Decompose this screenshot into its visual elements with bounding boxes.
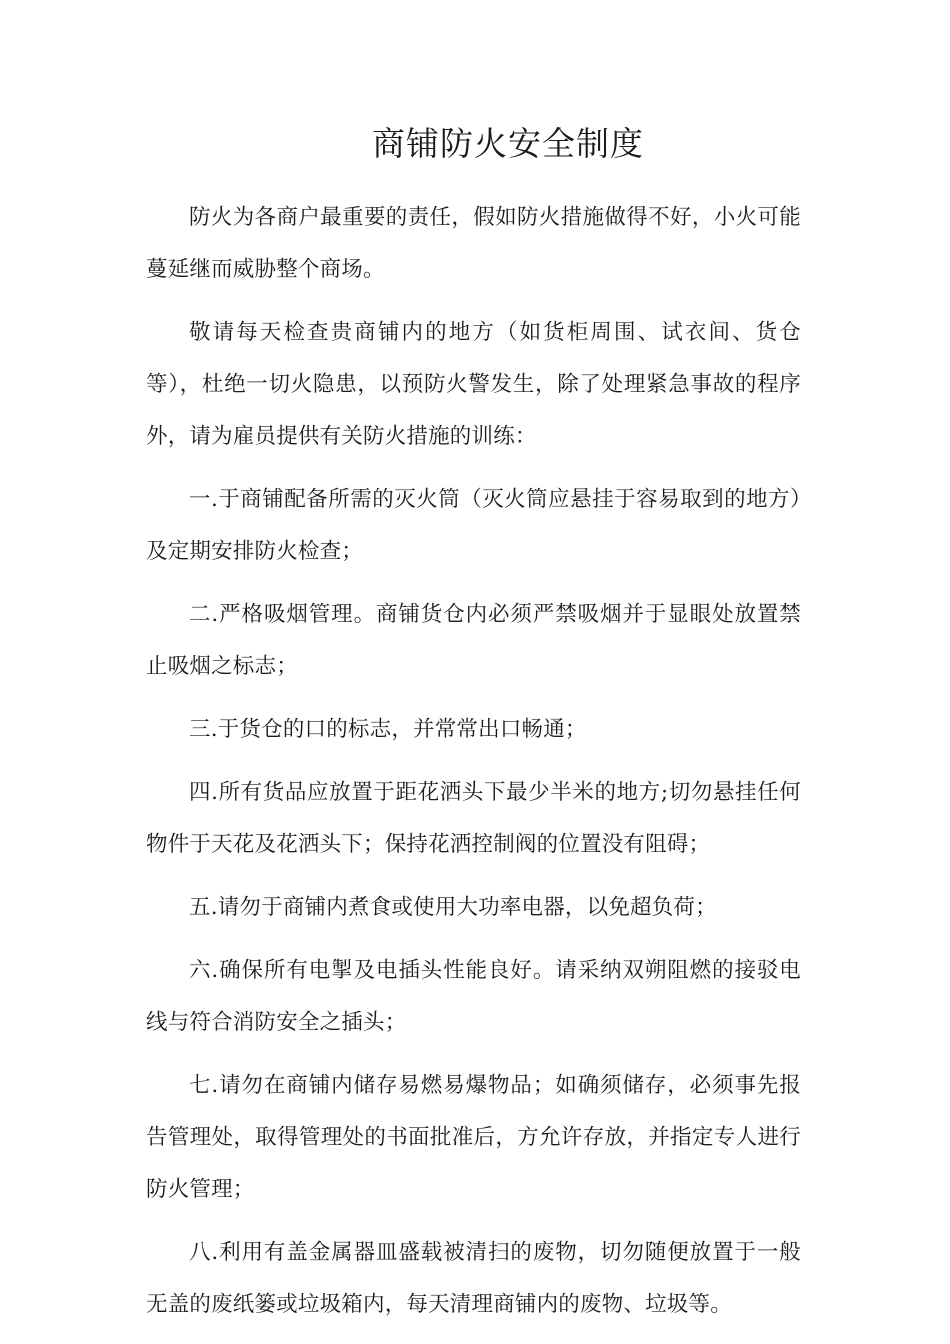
rule-item-7: 七.请勿在商铺内储存易燃易爆物品；如确须储存，必须事先报告管理处，取得管理处的书面批准后，方允许存放，并指定专人进行防火管理； (146, 1073, 801, 1202)
document-title: 商铺防火安全制度 (372, 124, 644, 163)
rule-item-1: 一.于商铺配备所需的灭火筒（灭火筒应悬挂于容易取到的地方）及定期安排防火检查； (146, 487, 801, 564)
paragraph-intro: 防火为各商户最重要的责任，假如防火措施做得不好，小火可能蔓延继而威胁整个商场。 (146, 205, 801, 282)
rule-item-6: 六.确保所有电掣及电插头性能良好。请采纳双朔阻燃的接驳电线与符合消防安全之插头； (146, 958, 801, 1035)
rule-item-2: 二.严格吸烟管理。商铺货仓内必须严禁吸烟并于显眼处放置禁止吸烟之标志； (146, 602, 801, 679)
rule-item-3: 三.于货仓的口的标志，并常常出口畅通； (189, 717, 587, 742)
document-body (146, 192, 801, 1342)
rule-item-8: 八.利用有盖金属器皿盛载被清扫的废物，切勿随便放置于一般无盖的废纸篓或垃圾箱内，每天清理商铺内的废物、垃圾等。 (146, 1240, 801, 1317)
rule-item-4: 四.所有货品应放置于距花洒头下最少半米的地方;切勿悬挂任何物件于天花及花洒头下；保持花洒控制阀的位置没有阻碍； (146, 780, 801, 857)
rule-item-5: 五.请勿于商铺内煮食或使用大功率电器，以免超负荷； (189, 895, 717, 920)
paragraph-daily-check: 敬请每天检查贵商铺内的地方（如货柜周围、试衣间、货仓等），杜绝一切火隐患，以预防火警发生，除了处理紧急事故的程序外，请为雇员提供有关防火措施的训练： (146, 320, 801, 449)
